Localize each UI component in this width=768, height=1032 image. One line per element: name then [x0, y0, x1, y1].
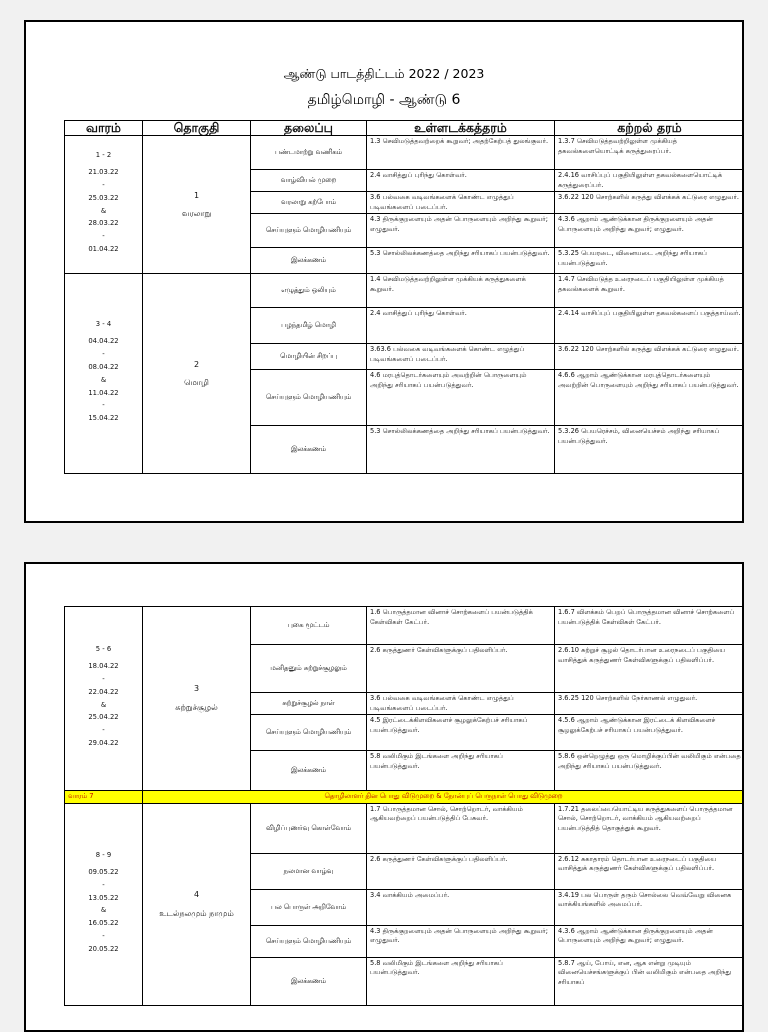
unit-number: 1 — [193, 190, 200, 200]
content-standard-cell: 4.5 இரட்டைக்கிளவிகளைச் சூழலுக்கேற்பச் சரியாகப் பயன்படுத்துவர். — [367, 715, 555, 751]
topic-cell: சுற்றுச்சூழல் நாள் — [251, 693, 367, 715]
date-line: & — [100, 375, 107, 384]
learning-standard-cell: 1.4.7 செவிமடுத்த உரைநடைப் பகுதியிலுள்ள முக்கியத் தகவல்களைக் கூறுவர். — [555, 274, 745, 308]
holiday-text: தொழிலாளர் தின பொது விடுமுறை & நோன்புப் பெருநாள் பொது விடுமுறை — [143, 791, 745, 804]
learning-standard-cell: 5.3.26 பெயரெச்சம், வினையெச்சம் அறிந்து சரியாகப் பயன்படுத்துவர். — [555, 426, 745, 474]
topic-cell: இலக்கணம் — [251, 957, 367, 1005]
date-line: 01.04.22 — [88, 245, 119, 254]
date-line: 20.05.22 — [88, 944, 119, 953]
topic-cell: பழந்தமிழ் மொழி — [251, 308, 367, 344]
content-standard-cell: 1.6 பொருத்தமான வினாச் சொற்களைப் பயன்படுத்திக் கேள்விகள் கேட்பர். — [367, 607, 555, 645]
date-line: 09.05.22 — [88, 867, 119, 876]
date-line: - — [102, 232, 105, 241]
learning-standard-cell: 5.8.7 ஆய், போய், என, ஆக என்று முடியும் வினையெச்சங்களுக்குப் பின் வலிமிகும் என்பதை அறிந்து சரியாகப் — [555, 957, 745, 1005]
content-standard-cell: 4.3 திருக்குறளையும் அதன் பொருளையும் அறிந்து கூறுவர்; எழுதுவர். — [367, 925, 555, 957]
table-row — [65, 607, 745, 645]
learning-standard-cell: 4.5.6 ஆறாம் ஆண்டுக்கான இரட்டைக் கிளவிகளைச் சூழலுக்கேற்பச் சரியாகப் பயன்படுத்துவர். — [555, 715, 745, 751]
date-line: 13.05.22 — [88, 893, 119, 902]
date-line: 08.04.22 — [88, 362, 119, 371]
topic-cell: புகை மூட்டம் — [251, 607, 367, 645]
table-row — [65, 136, 745, 170]
learning-standard-cell: 3.4.19 பல பொருள் தரும் சொல்லை வெவ்வேறு வினைக வாக்கியங்களில் அமைப்பர். — [555, 889, 745, 925]
content-standard-cell: 5.8 வலிமிகும் இடங்களை அறிந்து சரியாகப் பயன்படுத்துவர். — [367, 957, 555, 1005]
date-line: 25.04.22 — [88, 713, 119, 722]
learning-standard-cell: 4.3.6 ஆறாம் ஆண்டுக்கான திருக்குறளையும் அதன் பொருளையும் அறிந்து கூறுவர்; எழுதுவர். — [555, 214, 745, 248]
week-range: 8 - 9 — [95, 851, 112, 860]
date-line: - — [102, 674, 105, 683]
content-standard-cell: 1.7 பொருத்தமான சொல், சொற்றொடர், வாக்கியம் ஆகியவற்றைப் பயன்படுத்திப் பேசுவர். — [367, 803, 555, 853]
content-standard-cell: 3.4 வாக்கியம் அமைப்பர். — [367, 889, 555, 925]
week-range: 3 - 4 — [95, 320, 112, 329]
learning-standard-cell: 4.3.6 ஆறாம் ஆண்டுக்கான திருக்குறளையும் அதன் பொருளையும் அறிந்து கூறுவர்; எழுதுவர். — [555, 925, 745, 957]
content-standard-cell: 4.6 மரபுத்தொடர்களையும் அவற்றின் பொருளையும் அறிந்து சரியாகப் பயன்படுத்துவர். — [367, 370, 555, 426]
unit-cell — [143, 607, 251, 791]
date-line: 21.03.22 — [88, 168, 119, 177]
date-line: 18.04.22 — [88, 662, 119, 671]
document-page-2 — [24, 562, 744, 1032]
unit-cell — [143, 274, 251, 474]
date-line: 25.03.22 — [88, 193, 119, 202]
date-line: & — [100, 206, 107, 215]
unit-name: சுற்றுச்சூழல் — [175, 703, 218, 713]
unit-number: 4 — [193, 890, 200, 900]
holiday-week: வாரம் 7 — [65, 791, 143, 804]
topic-cell: பண்டமாற்று வணிகம் — [251, 136, 367, 170]
topic-cell: நலமான வாழ்வு — [251, 853, 367, 889]
topic-cell: வாழ்வியல் முறை — [251, 170, 367, 192]
date-line: - — [102, 401, 105, 410]
date-line: - — [102, 726, 105, 735]
content-standard-cell: 2.6 கருத்துணர் கேள்விகளுக்குப் பதிலளிப்பர். — [367, 645, 555, 693]
content-standard-cell: 1.4 செவிமடுத்தவற்றிலுள்ள முக்கியக் கருத்துகளைக் கூறுவர். — [367, 274, 555, 308]
learning-standard-cell: 3.6.25 120 சொற்களில் நேர்காணல் எழுதுவர். — [555, 693, 745, 715]
learning-standard-cell: 1.7.21 தலைப்பையொட்டிய கருத்துகளைப் பொருத்தமான சொல், சொற்றொடர், வாக்கியம் ஆகியவற்றைப் பயன்படுத்தித் தொகுத்துக் கூறுவர். — [555, 803, 745, 853]
topic-cell: செய்யுளும் மொழியணியும் — [251, 925, 367, 957]
learning-standard-cell: 5.3.25 பெயரடை, வினையடை அறிந்து சரியாகப் பயன்படுத்துவர். — [555, 248, 745, 274]
unit-number: 3 — [193, 684, 200, 694]
date-line: 11.04.22 — [88, 388, 119, 397]
topic-cell: இலக்கணம் — [251, 751, 367, 791]
date-line: 04.04.22 — [88, 337, 119, 346]
topic-cell: செய்யுளும் மொழியணியும் — [251, 370, 367, 426]
topic-cell: இலக்கணம் — [251, 426, 367, 474]
table-header-row — [65, 121, 745, 136]
content-standard-cell: 5.3 சொல்லிலக்கணத்தை அறிந்து சரியாகப் பயன்படுத்துவர். — [367, 248, 555, 274]
document-subtitle: தமிழ்மொழி - ஆண்டு 6 — [307, 92, 461, 108]
column-header-learning-standard: கற்றல் தரம் — [555, 121, 745, 136]
unit-name: வரலாறு — [181, 209, 212, 219]
content-standard-cell: 5.8 வலிமிகும் இடங்களை அறிந்து சரியாகப் பயன்படுத்துவர். — [367, 751, 555, 791]
learning-standard-cell: 2.6.10 சுற்றுச் சூழல் தொடர்பான உரைநடைப் பகுதியை வாசித்துக் கருத்துணர் கேள்விகளுக்குப் பதிலளிப்பர். — [555, 645, 745, 693]
topic-cell: வரலாறு கற்போம் — [251, 192, 367, 214]
unit-name: உடல்நலமும் நாமும் — [159, 908, 234, 918]
learning-standard-cell: 1.6.7 விளக்கம் பெறப் பொருத்தமான வினாச் சொற்களைப் பயன்படுத்திக் கேள்விகள் கேட்பர். — [555, 607, 745, 645]
date-line: & — [100, 700, 107, 709]
date-line: 15.04.22 — [88, 414, 119, 423]
table-row — [65, 274, 745, 308]
topic-cell: எழுத்தும் ஒலியும் — [251, 274, 367, 308]
content-standard-cell: 2.4 வாசித்துப் புரிந்து கொள்வர். — [367, 308, 555, 344]
unit-number: 2 — [193, 359, 200, 369]
content-standard-cell: 3.6 பல்வகை வடிவங்களைக் கொண்ட எழுத்துப் படிவங்களைப் படைப்பர். — [367, 192, 555, 214]
syllabus-table-page-1 — [64, 120, 744, 474]
date-line: - — [102, 180, 105, 189]
document-title: ஆண்டு பாடத்திட்டம் 2022 / 2023 — [283, 66, 485, 81]
document-page-1 — [24, 20, 744, 523]
learning-standard-cell: 1.3.7 செவிமடுத்தவற்றிலுள்ள முக்கியத் தகவல்களையொட்டிக் கருத்துரைப்பர். — [555, 136, 745, 170]
date-line: 16.05.22 — [88, 919, 119, 928]
week-cell — [65, 803, 143, 1005]
week-cell — [65, 136, 143, 274]
syllabus-table-page-2 — [64, 606, 744, 1006]
unit-cell — [143, 136, 251, 274]
learning-standard-cell: 3.6.22 120 சொற்களில் கருத்து விளக்கக் கட்டுரை எழுதுவர். — [555, 192, 745, 214]
content-standard-cell: 3.63.6 பல்வகை வடிவங்களைக் கொண்ட எழுத்துப் படிவங்களைப் படைப்பர். — [367, 344, 555, 370]
date-line: 22.04.22 — [88, 687, 119, 696]
unit-name: மொழி — [184, 378, 209, 388]
column-header-unit: தொகுதி — [143, 121, 251, 136]
learning-standard-cell: 2.4.16 வாசிப்புப் பகுதியிலுள்ள தகவல்களையொட்டிக் கருத்துரைப்பர். — [555, 170, 745, 192]
topic-cell: செய்யுளும் மொழியணியும் — [251, 715, 367, 751]
week-range: 5 - 6 — [95, 645, 112, 654]
topic-cell: பல பொருள் அறிவோம் — [251, 889, 367, 925]
column-header-content-standard: உள்ளடக்கத்தரம் — [367, 121, 555, 136]
content-standard-cell: 5.3 சொல்லிலக்கணத்தை அறிந்து சரியாகப் பயன்படுத்துவர். — [367, 426, 555, 474]
column-header-topic: தலைப்பு — [251, 121, 367, 136]
learning-standard-cell: 3.6.22 120 சொற்களில் கருத்து விளக்கக் கட்டுரை எழுதுவர். — [555, 344, 745, 370]
content-standard-cell: 1.3 செவிமடுத்தவற்றைக் கூறுவர்; அதற்கேற்பத் துலங்குவர். — [367, 136, 555, 170]
content-standard-cell: 2.4 வாசித்துப் புரிந்து கொள்வர். — [367, 170, 555, 192]
column-header-week: வாரம் — [65, 121, 143, 136]
topic-cell: இலக்கணம் — [251, 248, 367, 274]
date-line: & — [100, 906, 107, 915]
topic-cell: மொழியின் சிறப்பு — [251, 344, 367, 370]
topic-cell: செய்யுளும் மொழியணியும் — [251, 214, 367, 248]
date-line: 28.03.22 — [88, 219, 119, 228]
content-standard-cell: 4.3 திருக்குறளையும் அதன் பொருளையும் அறிந்து கூறுவர்; எழுதுவர். — [367, 214, 555, 248]
holiday-row — [65, 791, 745, 804]
date-line: - — [102, 350, 105, 358]
week-cell — [65, 274, 143, 474]
learning-standard-cell: 5.8.6 ஒன்றெழுத்து ஒரு மொழிக்குப்பின் வலிமிகும் என்பதை அறிந்து சரியாகப் பயன்படுத்துவர். — [555, 751, 745, 791]
table-row — [65, 803, 745, 853]
topic-cell: மனிதனும் சுற்றுச்சூழலும் — [251, 645, 367, 693]
week-range: 1 - 2 — [95, 151, 112, 160]
learning-standard-cell: 2.4.14 வாசிப்புப் பகுதியிலுள்ள தகவல்களைப் பகுத்தாய்வர். — [555, 308, 745, 344]
unit-cell — [143, 803, 251, 1005]
content-standard-cell: 2.6 கருத்துணர் கேள்விகளுக்குப் பதிலளிப்பர். — [367, 853, 555, 889]
topic-cell: விழிப்புணர்வு கொள்வோம் — [251, 803, 367, 853]
date-line: - — [102, 932, 105, 941]
learning-standard-cell: 2.6.12 சுகாதாரம் தொடர்பான உரைநடைப் பகுதியை வாசித்துக் கருத்துணர் கேள்விகளுக்குப் பதிலளிப்பர். — [555, 853, 745, 889]
learning-standard-cell: 4.6.6 ஆறாம் ஆண்டுக்கான மரபுத்தொடர்களையும் அவற்றின் பொருளையும் அறிந்து சரியாகப் பயன்படுத்துவர். — [555, 370, 745, 426]
date-line: - — [102, 880, 105, 889]
date-line: 29.04.22 — [88, 739, 119, 748]
week-cell — [65, 607, 143, 791]
content-standard-cell: 3.6 பல்வகை வடிவங்களைக் கொண்ட எழுத்துப் படிவங்களைப் படைப்பர். — [367, 693, 555, 715]
